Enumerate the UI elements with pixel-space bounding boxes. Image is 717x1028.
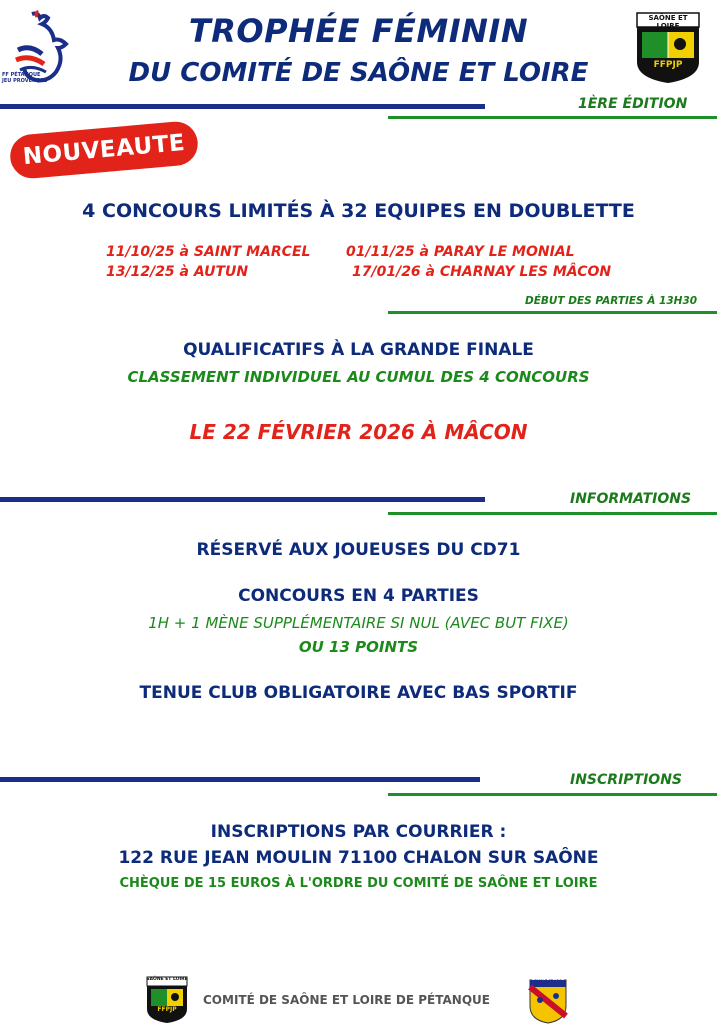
footer-crest — [528, 976, 568, 1024]
classement-text: CLASSEMENT INDIVIDUEL AU CUMUL DES 4 CONCOURS — [127, 368, 590, 386]
date-2: 01/11/25 à PARAY LE MONIAL — [346, 244, 575, 260]
reserve-text: RÉSERVÉ AUX JOUEUSES DU CD71 — [196, 540, 521, 560]
saone-et-loire-crest-icon — [528, 976, 568, 1024]
points-text: OU 13 POINTS — [298, 638, 419, 656]
date-4: 17/01/26 à CHARNAY LES MÂCON — [352, 264, 612, 280]
info-divider-navy — [0, 497, 485, 502]
footer-ffpjp-shield-icon — [146, 976, 188, 1024]
inscriptions-divider-navy — [0, 777, 480, 782]
info-divider-green — [388, 512, 717, 515]
informations-label: INFORMATIONS — [570, 491, 692, 507]
nouveaute-label: NOUVEAUTE — [21, 129, 187, 171]
date-3: 13/12/25 à AUTUN — [106, 264, 249, 280]
footer-comite-text: COMITÉ DE SAÔNE ET LOIRE DE PÉTANQUE — [203, 993, 490, 1007]
ffpjp-logo-letters: FFPJP — [653, 60, 683, 70]
footer-logo-top: SAÔNE ET LOIRE — [146, 977, 188, 982]
header-divider-green — [388, 116, 717, 119]
footer-ffpjp-logo — [146, 976, 188, 1024]
adresse-text: 122 RUE JEAN MOULIN 71100 CHALON SUR SAÔNE — [118, 848, 599, 868]
start-time-label: DÉBUT DES PARTIES À 13H30 — [525, 295, 698, 307]
parties-text: CONCOURS EN 4 PARTIES — [238, 586, 479, 606]
footer-logo-letters: FFPJP — [157, 1006, 177, 1013]
ff-petanque-logo-text: FF PÉTANQUE JEU PROVENÇAL — [2, 72, 47, 84]
cheque-text: CHÈQUE DE 15 EUROS À L'ORDRE DU COMITÉ DE SAÔNE ET LOIRE — [119, 876, 598, 891]
tenue-text: TENUE CLUB OBLIGATOIRE AVEC BAS SPORTIF — [139, 683, 578, 703]
courrier-text: INSCRIPTIONS PAR COURRIER : — [210, 822, 507, 842]
footer-crest-text: SAÔNE ET LOIRE — [531, 977, 565, 981]
inscriptions-label: INSCRIPTIONS — [570, 772, 682, 788]
page-subtitle: DU COMITÉ DE SAÔNE ET LOIRE — [128, 58, 589, 88]
page-title: TROPHÉE FÉMININ — [188, 12, 529, 50]
nouveaute-badge — [8, 120, 199, 180]
concours-headline: 4 CONCOURS LIMITÉS À 32 EQUIPES EN DOUBLETTE — [82, 200, 635, 222]
edition-label: 1ÈRE ÉDITION — [578, 96, 688, 112]
inscriptions-divider-green — [388, 793, 717, 796]
date-1: 11/10/25 à SAINT MARCEL — [106, 244, 311, 260]
header-divider-navy — [0, 104, 485, 109]
ffpjp-logo-top: SAÔNE ET LOIRE — [648, 14, 688, 30]
start-time-divider — [388, 311, 717, 314]
finale-date: LE 22 FÉVRIER 2026 À MÂCON — [189, 420, 528, 444]
qualif-text: QUALIFICATIFS À LA GRANDE FINALE — [183, 340, 534, 360]
duree-text: 1H + 1 MÈNE SUPPLÉMENTAIRE SI NUL (AVEC BUT FIXE) — [148, 614, 569, 632]
